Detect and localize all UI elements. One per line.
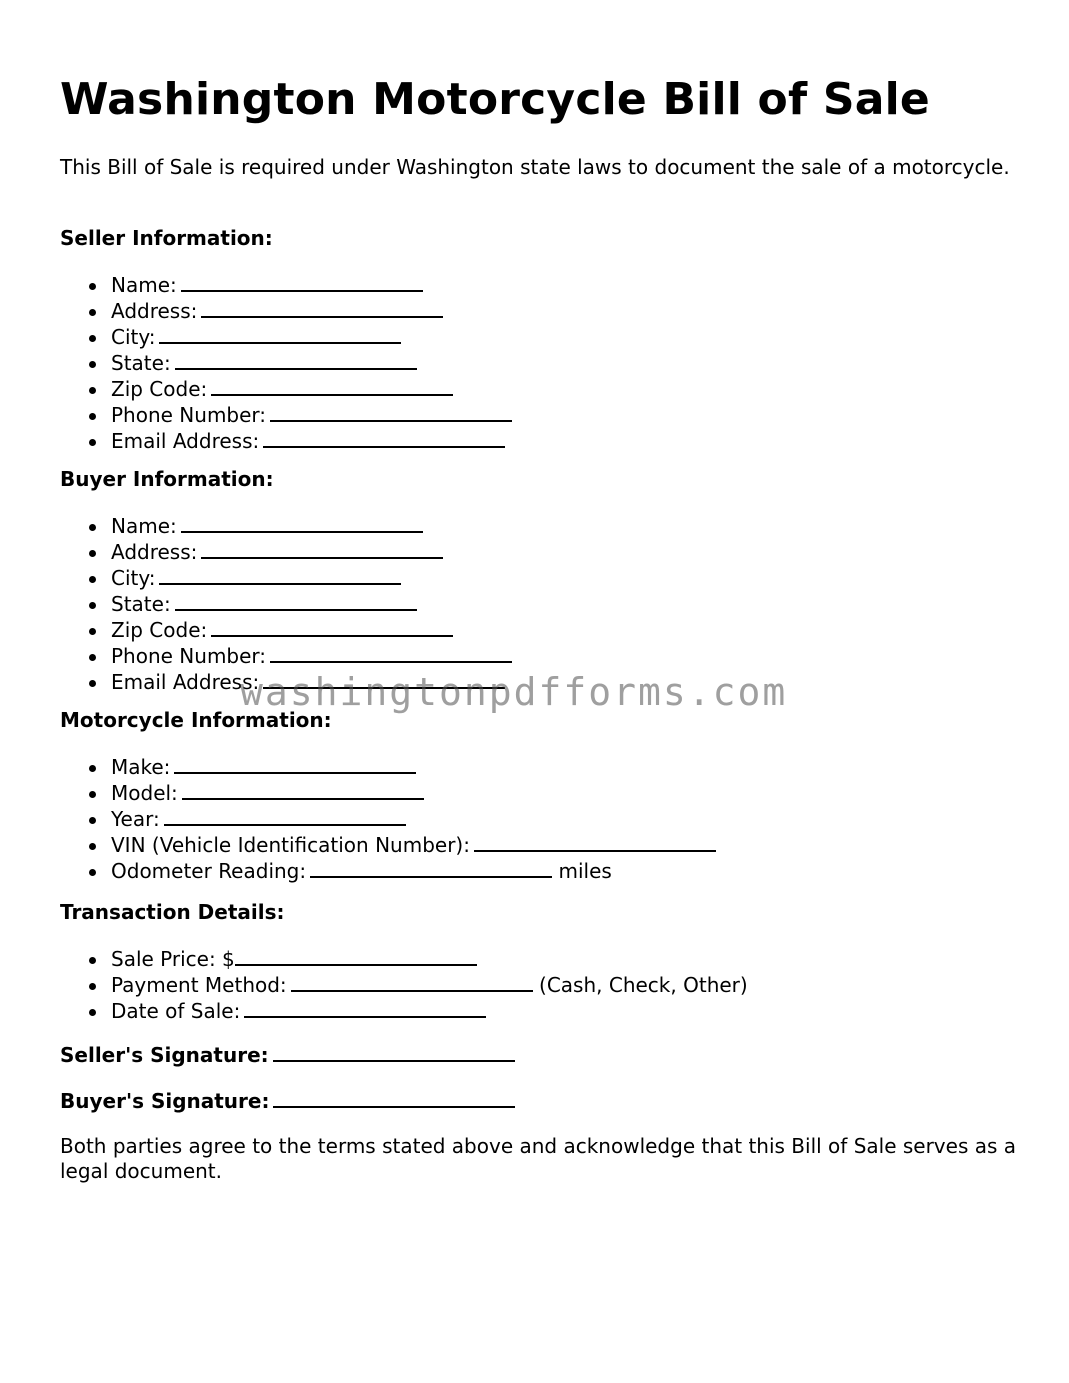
document-title: Washington Motorcycle Bill of Sale: [60, 74, 930, 125]
buyer-name-blank[interactable]: [181, 513, 423, 533]
buyer-state-blank[interactable]: [175, 591, 417, 611]
buyer-zip-blank[interactable]: [211, 617, 453, 637]
seller-zip-blank[interactable]: [211, 376, 453, 396]
sale-price-field: Sale Price: $: [111, 946, 748, 972]
seller-heading: Seller Information:: [60, 226, 273, 250]
seller-state-field: State:: [111, 350, 512, 376]
seller-email-field: Email Address:: [111, 428, 512, 454]
payment-method-blank[interactable]: [291, 972, 533, 992]
year-blank[interactable]: [164, 806, 406, 826]
buyer-zip-field: Zip Code:: [111, 617, 512, 643]
model-field: Model:: [111, 780, 716, 806]
buyer-signature-line: Buyer's Signature:: [60, 1088, 515, 1113]
seller-address-blank[interactable]: [201, 298, 443, 318]
vin-field: VIN (Vehicle Identification Number):: [111, 832, 716, 858]
sale-price-blank[interactable]: [235, 946, 477, 966]
buyer-address-blank[interactable]: [201, 539, 443, 559]
payment-method-field: Payment Method: (Cash, Check, Other): [111, 973, 748, 997]
seller-name-blank[interactable]: [181, 272, 423, 292]
transaction-heading: Transaction Details:: [60, 900, 285, 924]
seller-email-blank[interactable]: [263, 428, 505, 448]
make-field: Make:: [111, 754, 716, 780]
intro-paragraph: This Bill of Sale is required under Washington state laws to document the sale of a motorcycle.: [60, 155, 1010, 179]
seller-signature-line: Seller's Signature:: [60, 1042, 515, 1067]
watermark-text: washingtonpdfforms.com: [240, 670, 788, 714]
buyer-email-field: Email Address:: [111, 669, 512, 695]
buyer-city-field: City:: [111, 565, 512, 591]
seller-city-field: City:: [111, 324, 512, 350]
buyer-state-field: State:: [111, 591, 512, 617]
buyer-signature-blank[interactable]: [273, 1088, 515, 1108]
motorcycle-heading: Motorcycle Information:: [60, 708, 332, 732]
motorcycle-fields: [60, 754, 716, 884]
closing-paragraph: Both parties agree to the terms stated above and acknowledge that this Bill of Sale serves as a legal document.: [60, 1134, 1017, 1183]
seller-fields: [60, 272, 512, 454]
buyer-heading: Buyer Information:: [60, 467, 274, 491]
date-of-sale-blank[interactable]: [244, 998, 486, 1018]
vin-blank[interactable]: [474, 832, 716, 852]
make-blank[interactable]: [174, 754, 416, 774]
seller-state-blank[interactable]: [175, 350, 417, 370]
seller-name-field: Name:: [111, 272, 512, 298]
seller-city-blank[interactable]: [159, 324, 401, 344]
year-field: Year:: [111, 806, 716, 832]
seller-address-field: Address:: [111, 298, 512, 324]
seller-phone-field: Phone Number:: [111, 402, 512, 428]
odometer-field: Odometer Reading: miles: [111, 858, 716, 884]
seller-signature-blank[interactable]: [273, 1042, 515, 1062]
date-of-sale-field: Date of Sale:: [111, 998, 748, 1024]
buyer-city-blank[interactable]: [159, 565, 401, 585]
seller-phone-blank[interactable]: [270, 402, 512, 422]
buyer-name-field: Name:: [111, 513, 512, 539]
buyer-phone-blank[interactable]: [270, 643, 512, 663]
buyer-address-field: Address:: [111, 539, 512, 565]
model-blank[interactable]: [182, 780, 424, 800]
buyer-fields: [60, 513, 512, 695]
buyer-phone-field: Phone Number:: [111, 643, 512, 669]
transaction-fields: [60, 946, 748, 1024]
odometer-blank[interactable]: [310, 858, 552, 878]
seller-zip-field: Zip Code:: [111, 376, 512, 402]
